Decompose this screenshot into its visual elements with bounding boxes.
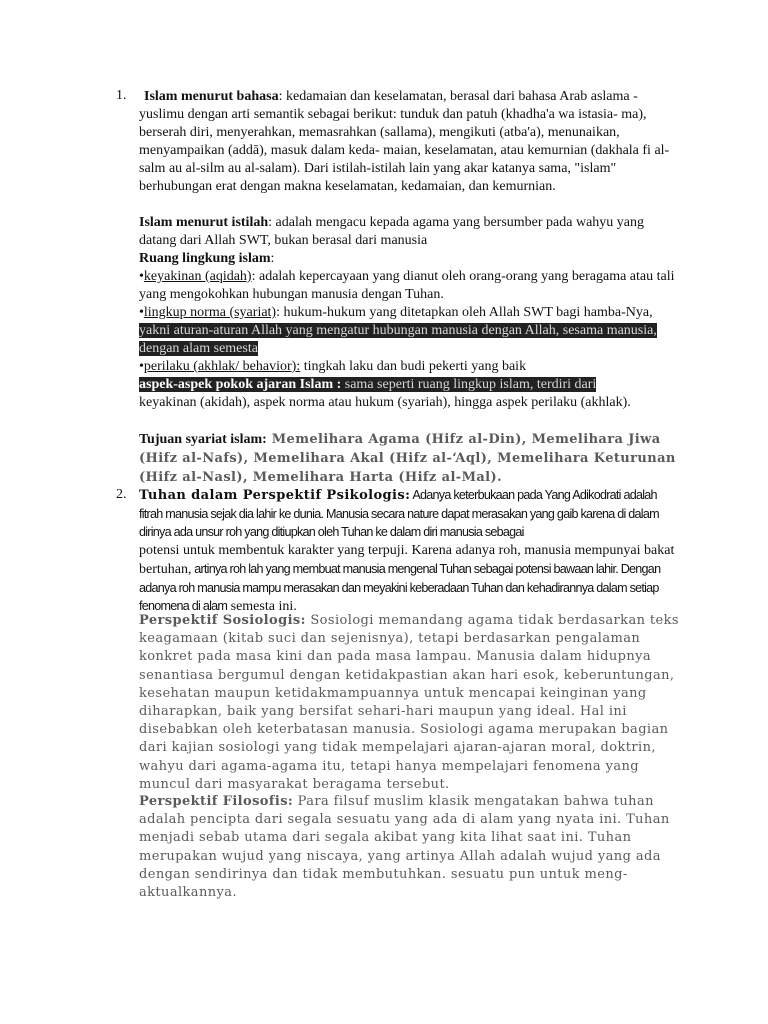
paragraph-text: artinya roh lah yang membuat manusia mengenal Tuhan sebagai potensi bawaan lahir. Dengan adanya roh manusia mampu merasakan dan meyakini keberadaan Tuhan dan kehadirannya dalam setiap fenomena di alam	[139, 562, 661, 614]
bullet-glyph: •	[139, 305, 144, 320]
paragraph-text: tingkah laku dan budi pekerti yang baik	[300, 359, 527, 374]
paragraph-text: Adanya keterbukaan pada Yang Adikodrati adalah fitrah manusia sejak dia lahir ke dunia. Manusia secara nature dapat merasakan yang gaib karena di dalam dirinya ada unsur roh yang ditiupkan oleh Tuhan ke dalam diri manusia sebagai	[139, 488, 659, 540]
bullet-perilaku	[139, 358, 679, 376]
heading-ruang-lingkup	[139, 250, 679, 268]
term-label: Ruang lingkung islam	[139, 251, 271, 266]
bullet-lingkup-norma	[139, 304, 679, 358]
term-label: lingkup norma (syariat)	[143, 305, 277, 320]
colon: :	[270, 251, 275, 266]
paragraph-text: : adalah kepercayaan yang dianut oleh orang-orang yang beragama atau tali yang mengokohkan hubungan manusia dengan Tuhan.	[139, 269, 675, 302]
term-label: Islam menurut bahasa	[144, 89, 279, 104]
term-label: perilaku (akhlak/ behavior):	[143, 359, 301, 374]
highlighted-text: sama seperti ruang lingkup islam, terdiri dari	[341, 377, 597, 392]
highlighted-text: yakni aturan-aturan Allah yang mengatur hubungan manusia dengan Allah, sesama manusia, dengan alam semesta	[139, 323, 657, 356]
paragraph-psikologis	[139, 486, 679, 616]
paragraph-text: : adalah mengacu kepada agama yang bersumber pada wahyu yang datang dari Allah SWT, bukan berasal dari manusia	[139, 215, 645, 248]
paragraph-text: Para filsuf muslim klasik mengatakan bahwa tuhan adalah pencipta dari segala sesuatu yang ada di alam yang nyata ini. Tuhan menjadi sebab utama dari segala akibat yang kita lihat saat ini. Tuhan merupakan wujud yang niscaya, yang artinya Allah adalah wujud yang ada dengan sendirinya dan tidak membutuhkan. sesuatu pun untuk meng-aktualkannya.	[139, 794, 670, 901]
list-number: 2.	[116, 487, 127, 502]
paragraph-islam-bahasa	[139, 88, 679, 196]
term-label: keyakinan (aqidah)	[143, 269, 252, 284]
paragraph-text: Sosiologi memandang agama tidak berdasarkan teks keagamaan (kitab suci dan sejenisnya), tetapi berdasarkan pengalaman konkret pada masa kini dan pada masa lampau. Manusia dalam hidupnya senantiasa bergumul dengan ketidakpastian akan hari esok, keberuntungan, kesehatan maupun ketidakmampuannya untuk mencapai keinginan yang diharapkan, baik yang bersifat sehari-hari maupun yang ideal. Hal ini disebabkan oleh keterbatasan manusia. Sosiologi agama merupakan bagian dari kajian sosiologi yang tidak mempelajari ajaran-ajaran moral, doktrin, wahyu dari agama-agama itu, tetapi hanya mempelajari fenomena yang muncul dari masyarakat beragama tersebut.	[139, 613, 679, 792]
term-label: Perspektif Filosofis:	[139, 794, 294, 809]
paragraph-text-end: semesta ini.	[227, 599, 297, 615]
list-number: 1.	[116, 88, 127, 103]
term-label: Tuhan dalam Perspektif Psikologis:	[139, 488, 411, 503]
bullet-glyph: •	[139, 359, 144, 374]
paragraph-text: : kedamaian dan keselamatan, berasal dari bahasa Arab aslama - yuslimu dengan arti semantik sebagai berikut: tunduk dan patuh (khadha'a wa istasia- ma), berserah diri, menyerahkan, memasrahkan (sallama), mengikuti (atba'a), menunaikan, menyampaikan (addā), masuk dalam keda- maian, keselamatan, atau kemurnian (dakhala fi al-salm au al-silm au al-salam). Dari istilah-istilah lain yang akar katanya sama, "islam" berhubungan erat dengan makna keselamatan, kedamaian, dan kemurnian.	[139, 89, 670, 194]
paragraph-islam-istilah	[139, 214, 679, 250]
bullet-glyph: •	[139, 269, 144, 284]
paragraph-aspek-pokok	[139, 376, 679, 412]
paragraph-filosofis	[139, 793, 679, 902]
highlighted-label: aspek-aspek pokok ajaran Islam :	[139, 377, 342, 392]
term-label: Tujuan syariat islam:	[139, 432, 267, 447]
paragraph-sosiologis	[139, 612, 679, 794]
paragraph-text: : hukum-hukum yang ditetapkan oleh Allah SWT bagi hamba-Nya,	[276, 305, 653, 320]
paragraph-text: Memelihara Agama (Hifz al-Din), Memelihara Jiwa (Hifz al-Nafs), Memelihara Akal (Hifz al-‘Aql), Memelihara Keturunan (Hifz al-Nasl), Memelihara Harta (Hifz al-Mal).	[139, 432, 676, 485]
term-label: Perspektif Sosiologis:	[139, 613, 306, 628]
paragraph-text-serif: potensi untuk membentuk karakter yang terpuji. Karena adanya roh, manusia mempunyai bakat bertuhan,	[139, 543, 675, 578]
paragraph-tujuan-syariat	[139, 430, 679, 487]
bullet-keyakinan	[139, 268, 679, 304]
term-label: Islam menurut istilah	[139, 215, 269, 230]
paragraph-text: keyakinan (akidah), aspek norma atau hukum (syariah), hingga aspek perilaku (akhlak).	[139, 395, 631, 410]
